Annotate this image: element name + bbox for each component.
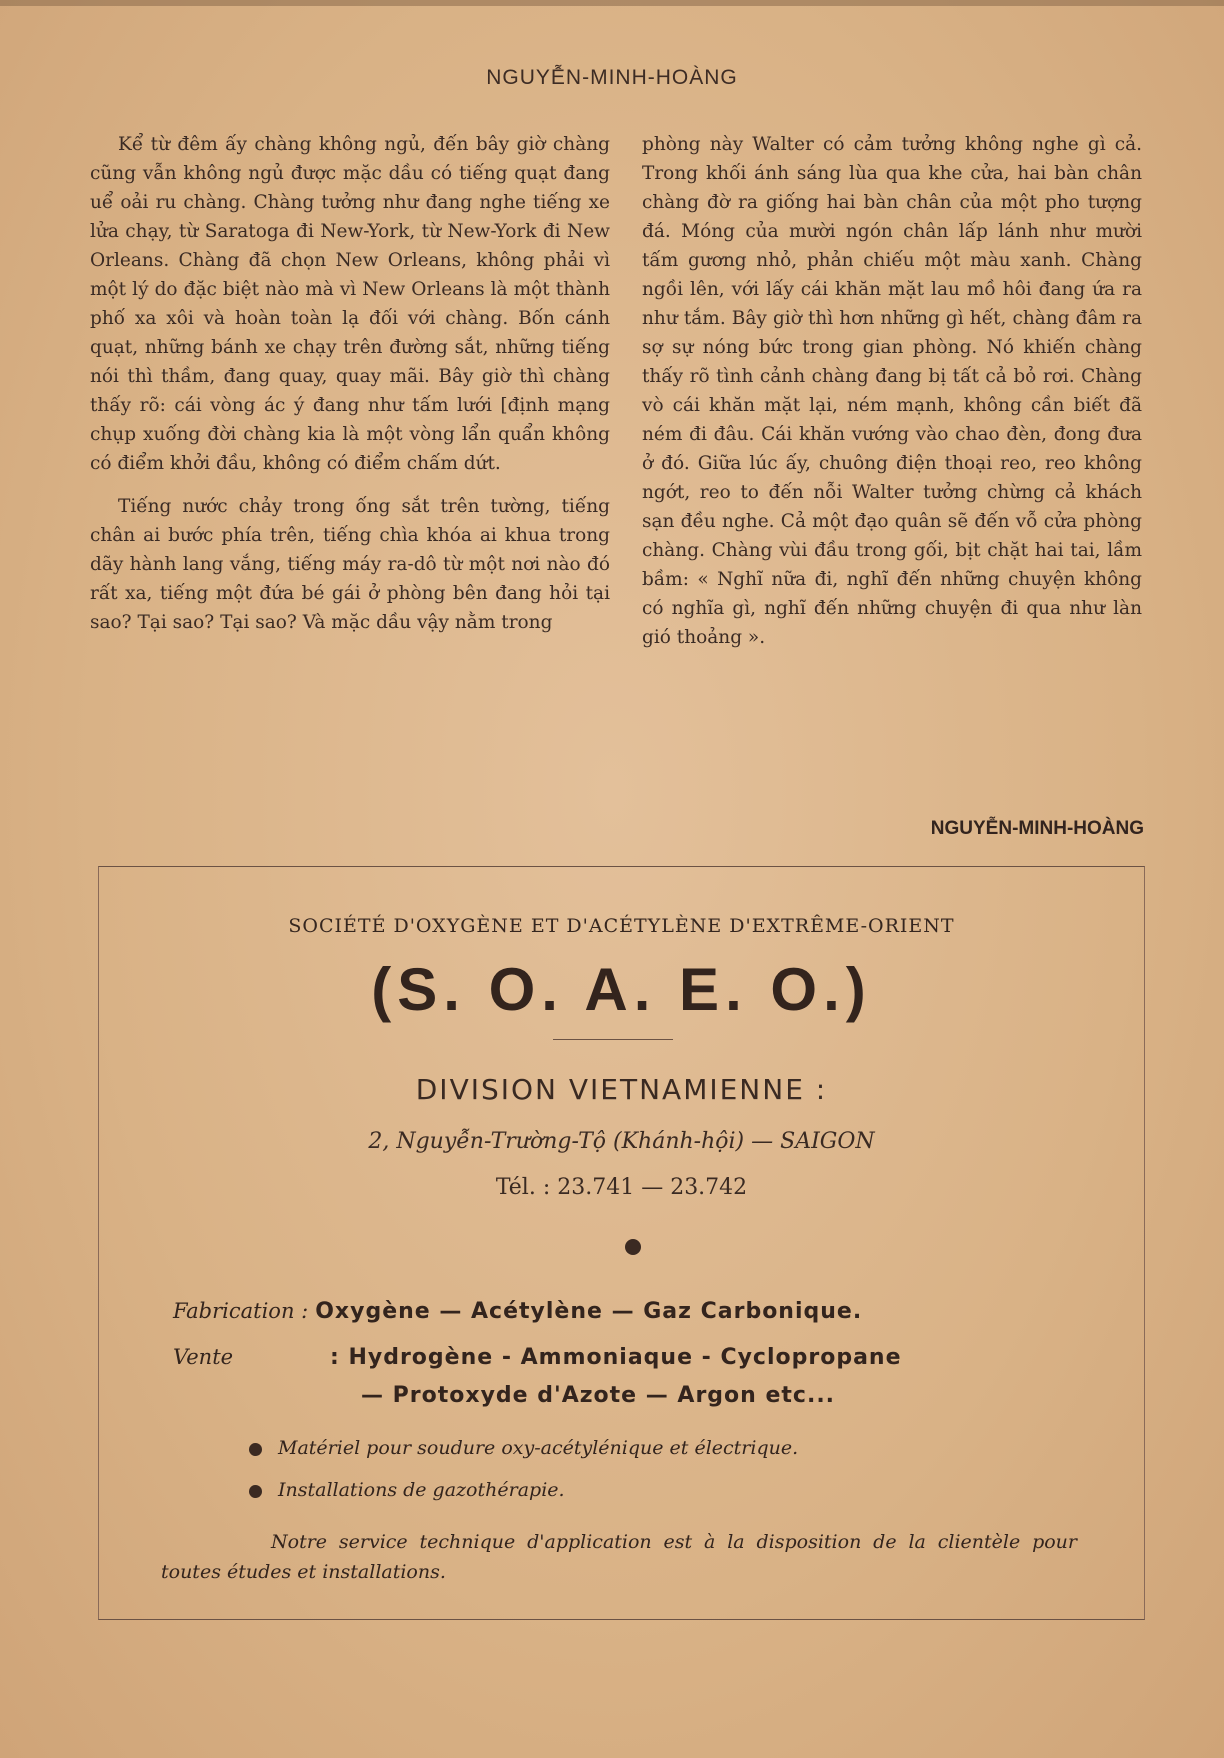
- vente-items: : Hydrogène - Ammoniaque - Cyclopropane: [330, 1345, 902, 1370]
- ornament-dot-icon: [625, 1239, 641, 1255]
- ad-bullet-text: Installations de gazothérapie.: [278, 1479, 565, 1501]
- running-header: NGUYỄN-MINH-HOÀNG: [486, 66, 738, 89]
- article-signature: NGUYỄN-MINH-HOÀNG: [930, 818, 1144, 839]
- ad-telephone: Tél. : 23.741 — 23.742: [495, 1175, 748, 1200]
- ad-company-name: SOCIÉTÉ D'OXYGÈNE ET D'ACÉTYLÈNE D'EXTRÊME-ORIENT: [288, 915, 955, 937]
- fabrication-label: Fabrication :: [173, 1299, 309, 1323]
- bullet-dot-icon: [249, 1443, 262, 1456]
- fabrication-row: [173, 1299, 862, 1324]
- article-paragraph: Tiếng nước chảy trong ống sắt trên tường, tiếng chân ai bước phía trên, tiếng chìa khóa ai khua trong dãy hành lang vắng, tiếng máy ra-dô từ một nơi nào đó rất xa, tiếng một đứa bé gái ở phòng bên đang hỏi tại sao? Tại sao? Tại sao? Và mặc dầu vậy nằm trong: [90, 496, 610, 633]
- ad-acronym: (S. O. A. E. O.): [371, 956, 872, 1023]
- article-left-column: [90, 130, 610, 651]
- ad-address: 2, Nguyễn-Trường-Tộ (Khánh-hội) — SAIGON: [368, 1129, 875, 1154]
- ad-bullet-item: [249, 1479, 565, 1501]
- article-right-column: [642, 130, 1142, 666]
- ad-notice: Notre service technique d'application est à la disposition de la clientèle pour toutes études et installations.: [161, 1531, 1077, 1583]
- article-paragraph: phòng này Walter có cảm tưởng không nghe gì cả. Trong khối ánh sáng lùa qua khe cửa, hai bàn chân chàng đờ ra giống hai bàn chân của một pho tượng đá. Móng của mười ngón chân lấp lánh như mười tấm gương nhỏ, phản chiếu một màu xanh. Chàng ngồi lên, với lấy cái khăn mặt lau mồ hôi đang ứa ra như tắm. Bây giờ thì hơn những gì hết, chàng đâm ra sợ sự nóng bức trong gian phòng. Nó khiến chàng thấy rõ tình cảnh chàng đang bị tất cả bỏ rơi. Chàng vò cái khăn mặt lại, ném mạnh, không cần biết đã ném đi đâu. Cái khăn vướng vào chao đèn, đong đưa ở đó. Giữa lúc ấy, chuông điện thoại reo, reo không ngớt, reo to đến nỗi Walter tưởng chừng cả khách sạn đều nghe. Cả một đạo quân sẽ đến vỗ cửa phòng chàng. Chàng vùi đầu trong gối, bịt chặt hai tai, lầm bầm: « Nghĩ nữa đi, nghĩ đến những chuyện không có nghĩa gì, nghĩ đến những chuyện đi qua như làn gió thoảng ».: [642, 134, 1142, 648]
- article-paragraph: Kể từ đêm ấy chàng không ngủ, đến bây giờ chàng cũng vẫn không ngủ được mặc dầu có tiếng quạt đang uể oải ru chàng. Chàng tưởng như đang nghe tiếng xe lửa chạy, từ Saratoga đi New-York, từ New-York đi New Orleans. Chàng đã chọn New Orleans, không phải vì một lý do đặc biệt nào mà vì New Orleans là một thành phố xa xôi và hoàn toàn lạ đối với chàng. Bốn cánh quạt, những bánh xe chạy trên đường sắt, những tiếng nói thì thầm, đang quay, quay mãi. Bây giờ thì chàng thấy rõ: cái vòng ác ý đang như tấm lưới [định mạng chụp xuống đời chàng kia là một vòng lẩn quẩn không có điểm khởi đầu, không có điểm chấm dứt.: [90, 134, 610, 474]
- bullet-dot-icon: [249, 1485, 262, 1498]
- fabrication-items: Oxygène — Acétylène — Gaz Carbonique.: [315, 1299, 863, 1324]
- vente-label: Vente: [173, 1345, 234, 1369]
- page-top-edge: [0, 0, 1224, 6]
- vente-row: [173, 1345, 902, 1370]
- vente-items-continued: — Protoxyde d'Azote — Argon etc...: [361, 1383, 836, 1408]
- ad-division: DIVISION VIETNAMIENNE :: [415, 1073, 828, 1106]
- ad-bullet-item: [249, 1437, 798, 1459]
- advertisement-box: [98, 866, 1145, 1620]
- ad-bullet-text: Matériel pour soudure oxy-acétylénique et électrique.: [278, 1437, 799, 1459]
- ad-divider: [553, 1039, 673, 1040]
- vente-row-continued: [361, 1383, 835, 1408]
